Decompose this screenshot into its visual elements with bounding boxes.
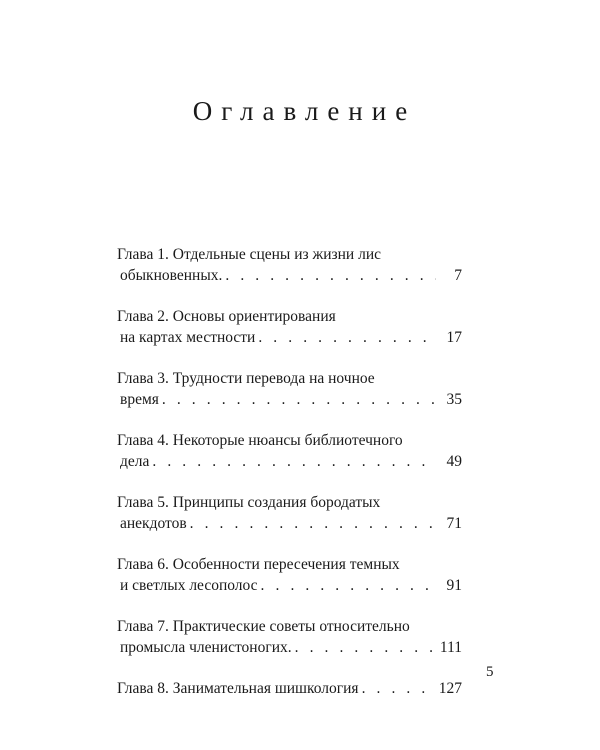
toc-entry-title: Глава 3. Трудности перевода на ночное: [117, 370, 375, 387]
page-title: Оглавление: [192, 96, 417, 126]
toc-entry-chapter-7[interactable]: [117, 616, 462, 658]
toc-entry-title: Глава 4. Некоторые нюансы библиотечного: [117, 432, 403, 449]
dot-leader: [162, 389, 436, 410]
toc-entry-title-continued: дела: [120, 453, 150, 470]
toc-page-number: 17: [446, 329, 462, 346]
toc-entry-chapter-1[interactable]: [117, 244, 462, 286]
toc-entry-chapter-6[interactable]: [117, 554, 462, 596]
dot-leader: [362, 678, 435, 699]
toc-entry-title-continued: на картах местности: [120, 329, 256, 346]
page-number: 5: [486, 664, 494, 680]
toc-page-number: 35: [446, 391, 462, 408]
toc-entry-title: Глава 8. Занимательная шишкология: [117, 680, 359, 697]
toc-entry-title-continued: промысла членистоногих.: [120, 639, 292, 656]
toc-entry-chapter-5[interactable]: [117, 492, 462, 534]
dot-leader: [261, 575, 436, 596]
toc-entry-title: Глава 2. Основы ориентирования: [117, 308, 336, 325]
dot-leader: [258, 327, 436, 348]
toc-page-number: 7: [454, 267, 462, 284]
toc-entry-title: Глава 7. Практические советы относительно: [117, 618, 410, 635]
toc-entry-chapter-3[interactable]: [117, 368, 462, 410]
dot-leader: [295, 637, 436, 658]
toc-page-number: 111: [439, 639, 462, 656]
toc-entry-title: Глава 5. Принципы создания бородатых: [117, 494, 381, 511]
toc-entry-chapter-8[interactable]: [117, 678, 462, 699]
toc-entry-title: Глава 6. Особенности пересечения темных: [117, 556, 400, 573]
table-of-contents: [117, 244, 462, 719]
toc-page-number: 71: [446, 515, 462, 532]
toc-page-number: 49: [446, 453, 462, 470]
toc-entry-chapter-4[interactable]: [117, 430, 462, 472]
dot-leader: [152, 451, 436, 472]
toc-entry-title-continued: анекдотов: [120, 515, 187, 532]
dot-leader: [225, 265, 436, 286]
toc-page-number: 127: [438, 680, 462, 697]
toc-entry-title-continued: время: [120, 391, 159, 408]
toc-page-number: 91: [446, 577, 462, 594]
toc-entry-title-continued: обыкновенных.: [120, 267, 223, 284]
dot-leader: [190, 513, 436, 534]
toc-entry-chapter-2[interactable]: [117, 306, 462, 348]
toc-entry-title: Глава 1. Отдельные сцены из жизни лис: [117, 246, 382, 263]
toc-entry-title-continued: и светлых лесополос: [120, 577, 258, 594]
